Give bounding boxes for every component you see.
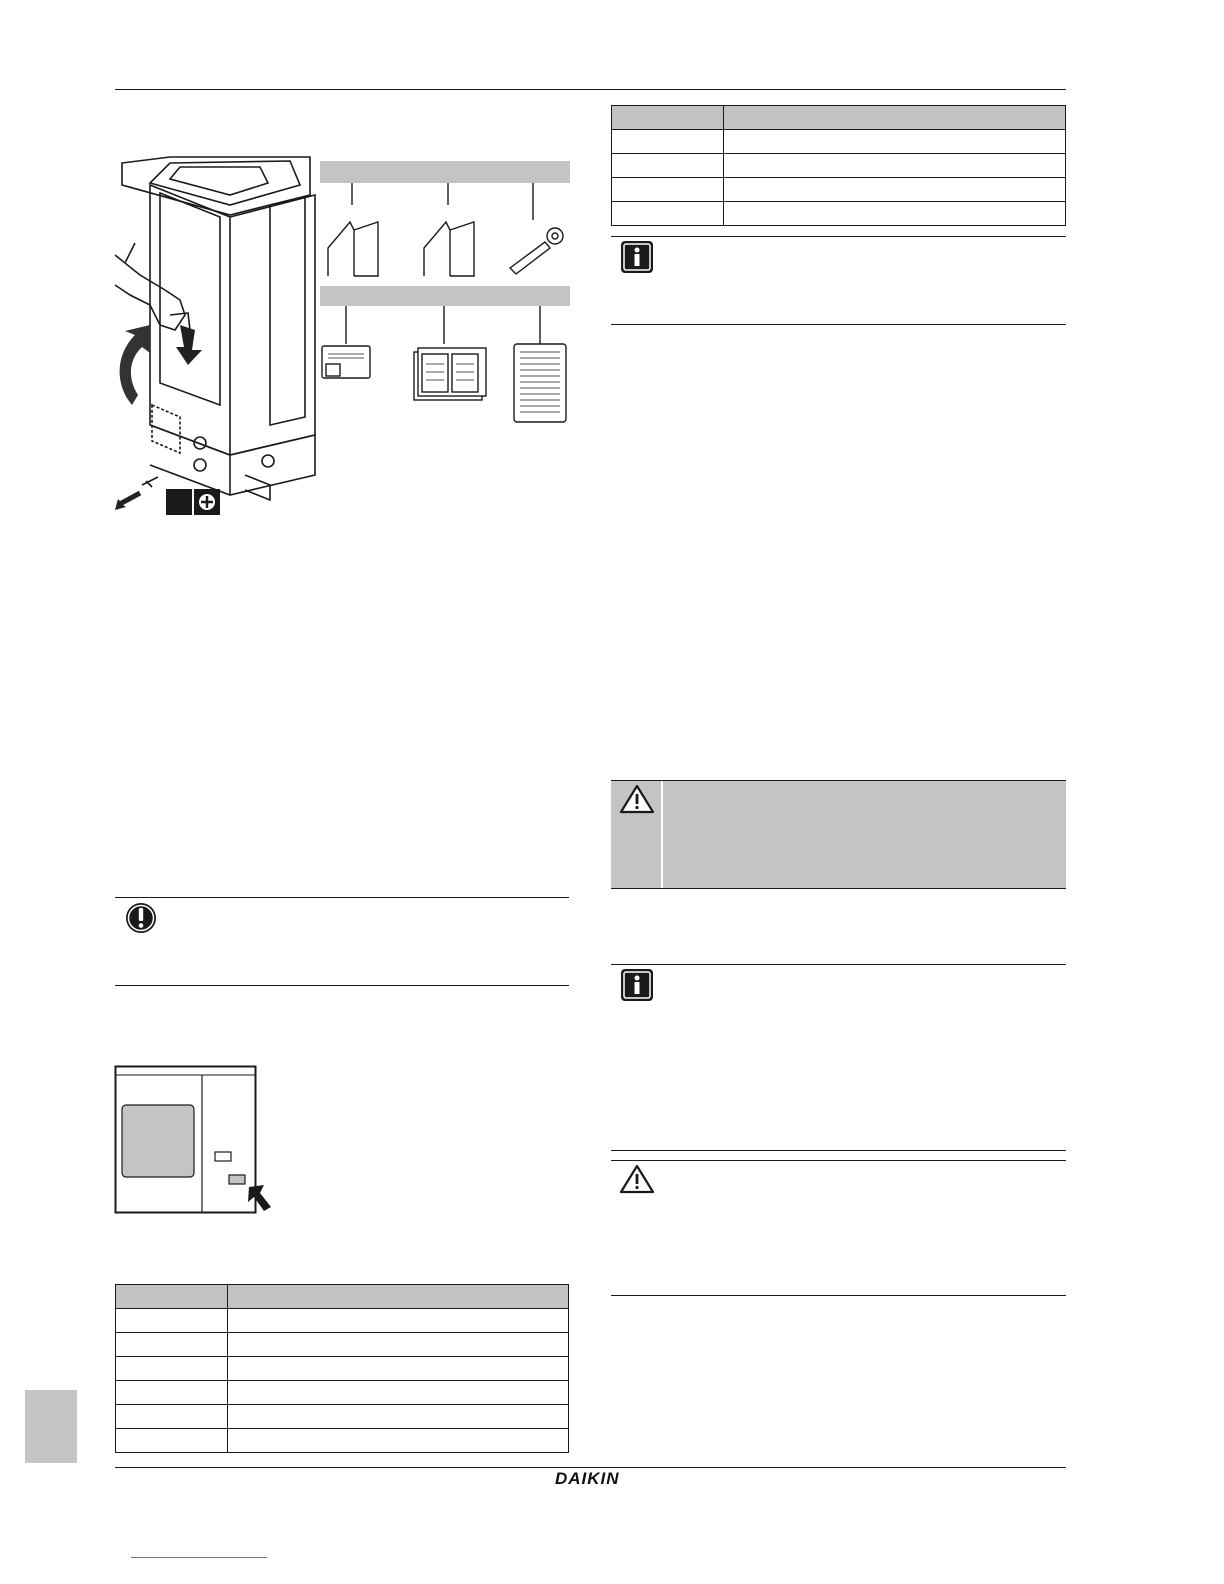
table-row: [116, 1333, 569, 1357]
right-table: [611, 105, 1066, 226]
table-header-row: [612, 106, 1066, 130]
information-icon: [620, 968, 654, 1002]
table-row: [116, 1357, 569, 1381]
chapter-side-tab: [25, 1390, 77, 1463]
header-rule: [115, 89, 1066, 90]
warning-triangle-icon: [619, 784, 655, 814]
table-header-row: [116, 1285, 569, 1309]
caution-note-2-bottom-rule: [611, 1295, 1066, 1296]
notice-top-rule: [115, 897, 569, 898]
footer-link-underline[interactable]: [131, 1557, 267, 1558]
info-note-1-bottom-rule: [611, 324, 1066, 325]
footer-rule: [115, 1467, 1066, 1468]
accessories-illustration: [320, 160, 572, 425]
info-note-2-top-rule: [611, 964, 1066, 965]
information-icon: [620, 240, 654, 274]
left-table: [115, 1284, 569, 1453]
info-note-2-bottom-rule: [611, 1150, 1066, 1151]
table-row: [116, 1381, 569, 1405]
caution-note-1: [611, 780, 1066, 889]
table-row: [612, 130, 1066, 154]
table-row: [116, 1405, 569, 1429]
table-row: [116, 1309, 569, 1333]
table-row: [612, 178, 1066, 202]
brand-logo: DAIKIN: [555, 1469, 620, 1488]
table-row: [612, 202, 1066, 226]
notice-bottom-rule: [115, 985, 569, 986]
caution-note-2-top-rule: [611, 1160, 1066, 1161]
unit-panel-removal-illustration: [110, 155, 320, 515]
exclamation-circle-icon: [124, 901, 158, 935]
table-row: [612, 154, 1066, 178]
warning-triangle-icon: [619, 1164, 655, 1194]
info-note-1-top-rule: [611, 236, 1066, 237]
table-row: [116, 1429, 569, 1453]
nameplate-location-illustration: [114, 1065, 274, 1215]
